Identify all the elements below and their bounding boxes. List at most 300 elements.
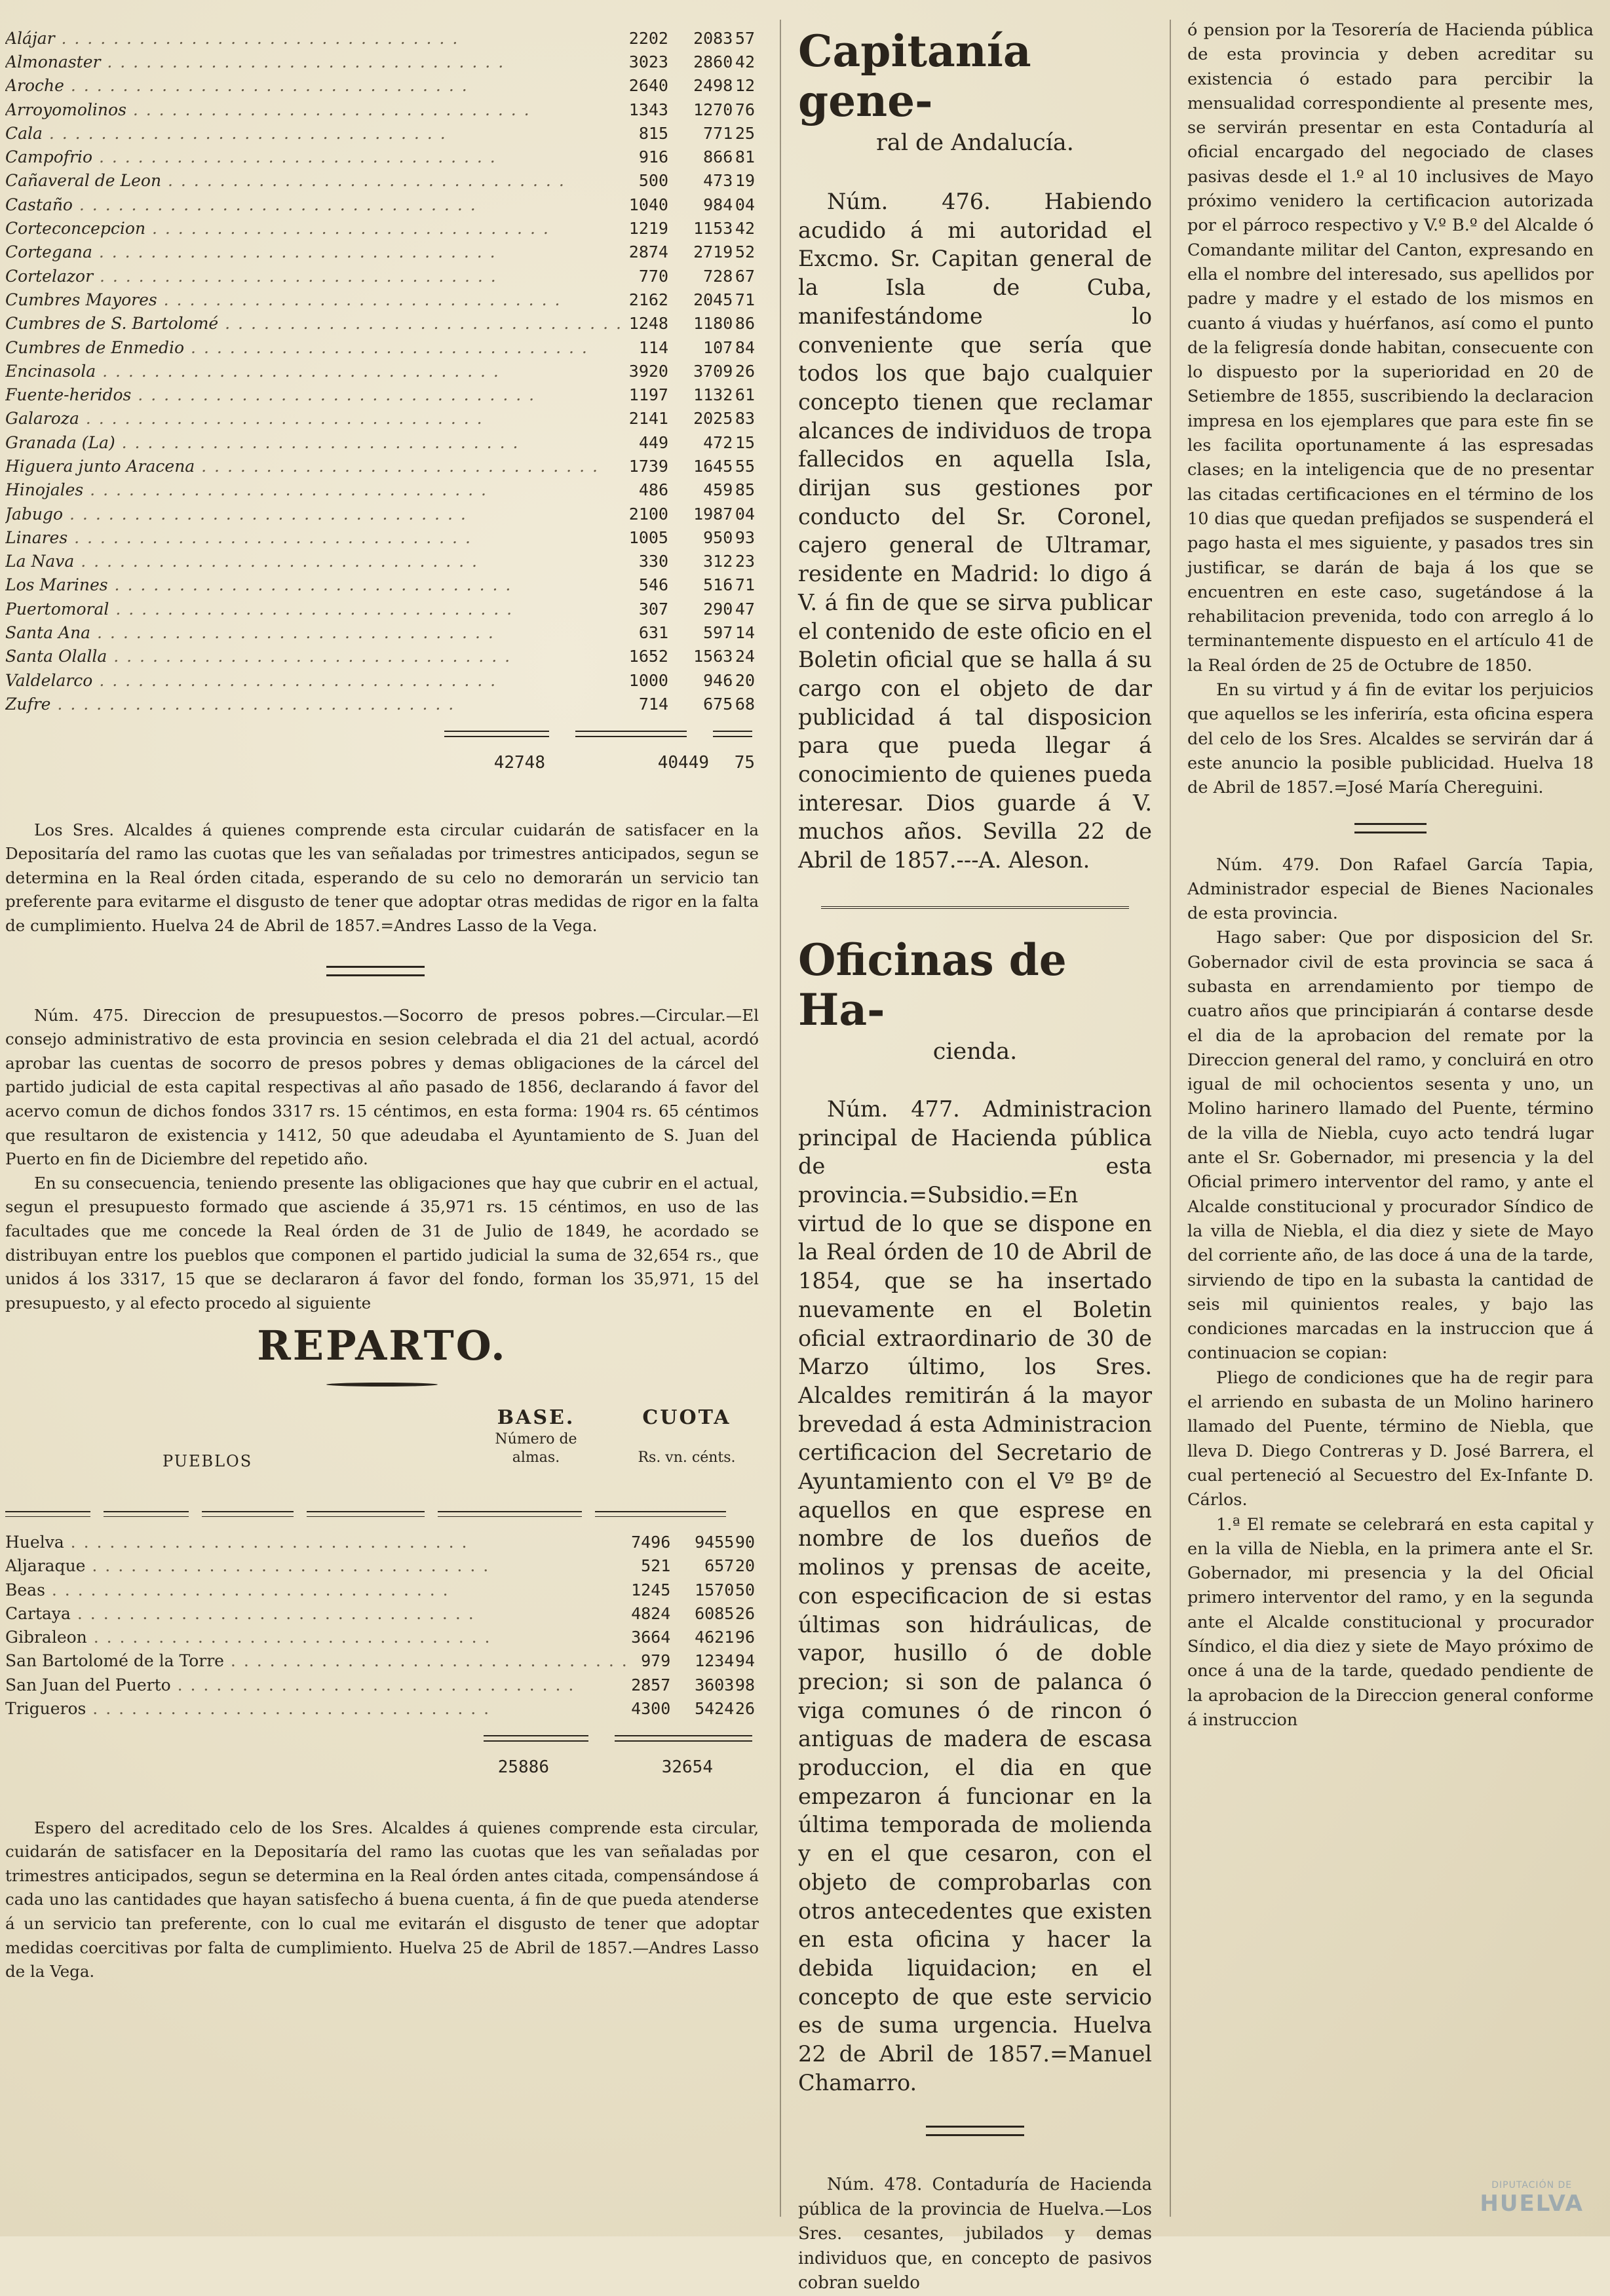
leader-dots	[79, 409, 484, 428]
cts-value: 93	[735, 527, 755, 547]
table-row	[5, 407, 759, 430]
rs-value: 1563	[693, 647, 733, 666]
place-label: La Nava	[5, 552, 75, 571]
leader-dots	[67, 528, 472, 547]
table-row	[5, 264, 759, 288]
cts-value: 84	[735, 337, 755, 357]
table-row	[5, 1530, 759, 1554]
rs-value: 1132	[693, 385, 733, 405]
place-label: Granada (La)	[5, 432, 115, 452]
place-label: Santa Ana	[5, 623, 91, 643]
col-base-label: BASE.	[497, 1406, 575, 1430]
place-label: Hinojales	[5, 480, 84, 500]
cts-value: 71	[735, 290, 755, 309]
cts-value: 50	[735, 1580, 755, 1599]
leader-dots	[93, 267, 497, 286]
oficinas-body: Núm. 477. Administracion principal de Hacienda pública de esta provincia.=Subsidio.=En virtud de lo que se dispone en la Real órden de 10 de Abril de 1854, que se ha insertado nuevamente en el Boletin oficial extraordinario de 30 de Marzo último, los Sres. Alcaldes remitirán á la mayor brevedad á esta Administracion certificacion del Secretario de Ayuntamiento con el Vº Bº de aquellos en que esprese en nombre de los dueños de molinos y prensas de aceite, con especificacion de si estas últimas son hidráulicas, de vapor, husillo ó de doble precion; si son de palanca ó viga comunes ó de rincon ó antiguas de madera de escasa produccion, el dia en que empezaron á funcionar en la última temporada de molienda y en el que cesaron, con el objeto de comprobarlas con otros antecedentes que existen en esta oficina y hacer la debida liquidacion; en el concepto de que este servicio es de suma urgencia. Huelva 22 de Abril de 1857.=Manuel Chamarro.	[798, 1096, 1152, 2095]
ornament	[326, 1383, 438, 1387]
place-label: Fuente-heridos	[5, 385, 132, 405]
place-name	[5, 573, 623, 597]
place-label: Cala	[5, 123, 43, 143]
oficinas-title: Oficinas de Ha-	[798, 934, 1067, 1035]
cts-value: 04	[735, 504, 755, 524]
rs-value: 2083	[693, 28, 733, 48]
leader-dots	[115, 433, 520, 452]
base-value: 2100	[628, 504, 668, 524]
leader-dots	[92, 242, 497, 261]
rs-value: 2025	[693, 409, 733, 429]
place-label: Zufre	[5, 694, 51, 714]
base-value: 1197	[628, 385, 668, 405]
place-name	[5, 645, 623, 668]
cts-value: 55	[735, 456, 755, 476]
table-row	[5, 692, 759, 716]
rs-value: 3709	[693, 361, 733, 381]
table-row	[5, 383, 759, 406]
base-value: 546	[638, 575, 668, 595]
place-name	[5, 478, 623, 502]
reparto-total-rs: 32654	[661, 1757, 713, 1777]
rs-value: 1153	[693, 219, 733, 239]
base-value: 3664	[631, 1628, 671, 1647]
place-name	[5, 1530, 628, 1554]
rs-value: 3603	[695, 1675, 735, 1694]
cts-value: 12	[735, 76, 755, 96]
rs-value: 107	[703, 337, 733, 357]
table-row	[5, 502, 759, 526]
rs-value: 4621	[695, 1628, 735, 1647]
place-label: San Bartolomé de la Torre	[5, 1651, 224, 1671]
base-value: 4300	[631, 1699, 671, 1719]
place-label: San Juan del Puerto	[5, 1675, 171, 1694]
base-value: 2857	[631, 1675, 671, 1694]
base-value: 307	[638, 599, 668, 619]
base-value: 486	[638, 480, 668, 500]
cts-value: 42	[735, 219, 755, 239]
table-row	[5, 1625, 759, 1649]
base-value: 1739	[628, 456, 668, 476]
cts-value: 94	[735, 1651, 755, 1671]
leader-dots	[171, 1675, 575, 1694]
place-name	[5, 597, 623, 621]
cts-value: 14	[735, 623, 755, 643]
table-row	[5, 169, 759, 193]
num479-condition-1: 1.ª El remate se celebrará en esta capital y en la villa de Niebla, en la primera ante el Sr. Gobernador, mi presencia y la del Oficial primero interventor del ramo, y en la segunda ante el Alcalde constitucional y procurador Síndico, el dia diez y siete de Mayo próximo de once á una de la tarde, quedado pendiente de la aprobacion de la Direccion general conforme á instruccion	[1187, 1514, 1594, 1730]
place-name	[5, 288, 623, 311]
leader-dots	[96, 362, 500, 381]
table-row	[5, 193, 759, 216]
leader-dots	[145, 219, 550, 238]
col-cuota-sub: Rs. vn. cénts.	[638, 1449, 736, 1466]
cts-value: 47	[735, 599, 755, 619]
num478-continued: ó pension por la Tesorería de Hacienda pública de esta provincia y deben acreditar su existencia ó estado para percibir la mensualidad correspondiente al presente mes, se servirán presentar en esta Contaduría al oficial encargado del negociado de clases pasivas desde el 1.º al 10 inclusives de Mayo próximo venidero la certificacion autorizada por el párroco respectivo y V.º B.º del Alcalde ó Comandante militar del Canton, expresando en ella el nombre del interesado, sus apellidos por padre y madre y el estado de los mismos en cuanto á viudas y huérfanos, así como el punto de la feligresía donde habitan, consecuente con lo dispuesto por la superioridad en 20 de Setiembre de 1855, suscribiendo la declaracion impresa en los ejemplares que para este fin se les facilita oportunamente á las espresadas clases; en la inteligencia que de no presentar las citadas certificaciones en el término de los 10 dias que quedan prefijados se suspenderá el pago hasta el mes siguiente, y pasados tres sin justificar, se darán de baja á los que se encuentren en este caso, sugetándose á la rehabilitacion prevenida, todo con arreglo á lo terminantemente dispuesto en el artículo 41 de la Real órden de 25 de Octubre de 1850.	[1187, 20, 1594, 676]
table-row	[5, 1673, 759, 1696]
place-name	[5, 668, 623, 692]
place-name	[5, 407, 623, 430]
num475-paragraph-2: En su consecuencia, teniendo presente las obligaciones que hay que cubrir en el actual, segun el presupuesto formado que asciende á 35,971 rs. 15 céntimos, en uso de las facultades que me concede la Real órden de 31 de Julio de 1849, he acordado se distribuyan entre los pueblos que componen el partido judicial la suma de 32,654 rs., que unidos á los 3317, 15 que se declararon á favor del fondo, forman los 35,971, 15 del presupuesto, y al efecto procedo al siguiente	[5, 1173, 759, 1312]
column-left	[5, 26, 759, 1984]
rs-value: 1645	[693, 456, 733, 476]
reparto-totals	[5, 1757, 759, 1777]
base-value: 1248	[628, 314, 668, 334]
col-cuota-label: CUOTA	[642, 1406, 731, 1430]
cts-value: 24	[735, 647, 755, 666]
rs-value: 2860	[693, 52, 733, 71]
place-label: Almonaster	[5, 52, 101, 71]
table-row	[5, 550, 759, 573]
table-row	[5, 573, 759, 597]
cts-value: 19	[735, 171, 755, 191]
place-name	[5, 1696, 628, 1720]
place-name	[5, 169, 623, 193]
rs-value: 1570	[695, 1580, 735, 1599]
table-row	[5, 526, 759, 549]
table-row	[5, 1578, 759, 1601]
place-label: Campofrio	[5, 147, 93, 167]
capitania-body: Núm. 476. Habiendo acudido á mi autoridad el Excmo. Sr. Capitan general de la Isla de Cuba, manifestándome lo conveniente que sería que todos los que bajo cualquier concepto tienen que reclamar alcances de individuos de tropa fallecidos en aquella Isla, dirijan sus gestiones por conducto del Sr. Coronel, cajero general de Ultramar, residente en Madrid: lo digo á V. á fin de que se sirva publicar el contenido de este oficio en el Boletin oficial que se halla á su cargo con el objeto de dar publicidad á tal disposicion para que pueda llegar á conocimiento de quienes pueda interesar. Dios guarde á V. muchos años. Sevilla 22 de Abril de 1857.---A. Aleson.	[798, 189, 1152, 873]
cts-value: 83	[735, 409, 755, 429]
place-label: Aroche	[5, 76, 64, 96]
place-label: Huelva	[5, 1532, 64, 1552]
leader-dots	[64, 1533, 469, 1552]
leader-dots	[108, 575, 512, 594]
place-name	[5, 430, 623, 454]
base-value: 4824	[631, 1603, 671, 1623]
leader-dots	[131, 385, 535, 404]
rs-value: 771	[703, 123, 733, 143]
place-label: Encinasola	[5, 361, 96, 381]
base-value: 2141	[628, 409, 668, 429]
cts-value: 04	[735, 195, 755, 214]
reparto-totals-rule	[5, 1735, 759, 1742]
leader-dots	[87, 1628, 491, 1647]
total-base: 42748	[493, 752, 545, 773]
rs-value: 516	[703, 575, 733, 595]
place-label: Puertomoral	[5, 599, 109, 619]
place-name	[5, 621, 623, 644]
rs-value: 597	[703, 623, 733, 643]
leader-dots	[85, 1556, 489, 1575]
base-value: 631	[638, 623, 668, 643]
ledger-totals	[5, 753, 759, 773]
leader-dots	[64, 76, 469, 95]
separator	[326, 966, 425, 976]
table-row	[5, 312, 759, 335]
oficinas-subtitle: cienda.	[932, 1038, 1018, 1065]
totals-rule	[5, 731, 759, 737]
place-label: Galaroza	[5, 409, 79, 429]
base-value: 714	[638, 694, 668, 714]
rs-value: 946	[703, 670, 733, 690]
place-label: Trigueros	[5, 1699, 86, 1719]
base-value: 979	[641, 1651, 671, 1671]
cts-value: 85	[735, 480, 755, 500]
leader-dots	[83, 480, 488, 499]
table-row	[5, 335, 759, 359]
separator-wide	[821, 906, 1129, 909]
table-row	[5, 216, 759, 240]
cts-value: 42	[735, 52, 755, 71]
num479-pliego: Pliego de condiciones que ha de regir para el arriendo en subasta de un Molino harinero llamado del Puente, término de Niebla, que lleva D. Diego Contreras y D. José Barrera, el cual perteneció al Secuestro del Ex-Infante D. Cárlos.	[1187, 1368, 1594, 1510]
num478-start: Núm. 478. Contaduría de Hacienda pública de la provincia de Huelva.—Los Sres. cesantes, jubilados y demas individuos que, en concepto de pasivos cobran sueldo	[798, 2175, 1152, 2293]
place-name	[5, 216, 623, 240]
cts-value: 96	[735, 1628, 755, 1647]
col-cuota	[608, 1406, 765, 1466]
column-middle	[798, 26, 1152, 2296]
reparto-title: REPARTO.	[257, 1322, 507, 1370]
place-label: Aljaraque	[5, 1556, 86, 1576]
leader-dots	[50, 695, 455, 714]
base-value: 1245	[631, 1580, 671, 1599]
place-label: Higuera junto Aracena	[5, 456, 195, 476]
cts-value: 71	[735, 575, 755, 595]
table-row	[5, 240, 759, 264]
rs-value: 1180	[693, 314, 733, 334]
leader-dots	[161, 171, 565, 190]
place-name	[5, 145, 623, 168]
table-row	[5, 621, 759, 644]
table-row	[5, 1649, 759, 1673]
reparto-table	[5, 1530, 759, 1720]
cts-value: 57	[735, 28, 755, 48]
table-row	[5, 145, 759, 168]
base-value: 815	[638, 123, 668, 143]
place-name	[5, 26, 623, 50]
leader-dots	[100, 52, 505, 71]
place-name	[5, 1649, 628, 1673]
num475-paragraph: Núm. 475. Direccion de presupuestos.—Socorro de presos pobres.—Circular.—El consejo administrativo de esta provincia en sesion celebrada el dia 21 del actual, acordó aprobar las cuentas de socorro de presos pobres y demas obligaciones de la cárcel del partido judicial de esta capital respectivas al año pasado de 1856, declarando á favor del acervo comun de dichos fondos 3317 rs. 15 céntimos, en esta forma: 1904 rs. 65 céntimos que resultaron de existencia y 1412, 50 que adeudaba el Ayuntamiento de S. Juan del Puerto en fin de Diciembre del repetido año.	[5, 1005, 759, 1169]
separator	[1354, 823, 1427, 833]
base-value: 114	[638, 337, 668, 357]
rs-value: 1987	[693, 504, 733, 524]
rs-value: 657	[704, 1556, 735, 1576]
base-value: 1652	[628, 647, 668, 666]
base-value: 3023	[628, 52, 668, 71]
base-value: 521	[641, 1556, 671, 1576]
rs-value: 9455	[695, 1532, 735, 1552]
base-value: 2162	[628, 290, 668, 309]
base-value: 2640	[628, 76, 668, 96]
rs-value: 472	[703, 432, 733, 452]
table-row	[5, 288, 759, 311]
place-name	[5, 312, 623, 335]
base-value: 1040	[628, 195, 668, 214]
col-base-sub: Número de almas.	[495, 1431, 577, 1466]
leader-dots	[86, 1699, 490, 1718]
rs-value: 675	[703, 694, 733, 714]
column-rule	[780, 20, 781, 2217]
leader-dots	[73, 195, 477, 214]
rs-value: 290	[703, 599, 733, 619]
place-label: Corteconcepcion	[5, 219, 146, 239]
leader-dots	[195, 457, 599, 476]
rs-value: 2719	[693, 242, 733, 262]
leader-dots	[107, 647, 511, 666]
cts-value: 23	[735, 552, 755, 571]
cts-value: 52	[735, 242, 755, 262]
ledger-table	[5, 26, 759, 716]
watermark-top: DIPUTACIÓN DE	[1491, 2180, 1573, 2191]
place-name	[5, 383, 623, 406]
num478-paragraph-2: En su virtud y á fin de evitar los perjuicios que aquellos se les inferiría, esta oficina espera del celo de los Sres. Alcaldes se servirán dar á este anuncio la posible publicidad. Huelva 18 de Abril de 1857.=José María Chereguini.	[1187, 680, 1594, 798]
leader-dots	[157, 290, 562, 309]
column-right	[1187, 18, 1594, 1732]
base-value: 770	[638, 266, 668, 286]
rs-value: 459	[703, 480, 733, 500]
num479-body: Hago saber: Que por disposicion del Sr. Gobernador civil de esta provincia se saca á subasta en arrendamiento por tiempo de cuatro años que principiarán á contarse desde el dia de la aprobacion del remate por la Direccion general del ramo, y concluirá en otro igual de mil ochocientos sesenta y uno, un Molino harinero llamado del Puente, término de la villa de Niebla, cuyo acto tendrá lugar ante el Sr. Gobernador, mi presencia y la del Oficial primero interventor del ramo, y ante el Alcalde constitucional y procurador Síndico de la villa de Niebla, el dia diez y siete de Mayo del corriente año, de las doce á una de la tarde, sirviendo de tipo en la subasta la cantidad de seis mil quinientos reales, y bajo las condiciones marcadas en la instruccion que á continuacion se copian:	[1187, 928, 1594, 1364]
place-name	[5, 121, 623, 145]
cts-value: 81	[735, 147, 755, 167]
table-row	[5, 1554, 759, 1578]
leader-dots	[71, 1604, 475, 1623]
place-label: Linares	[5, 527, 68, 547]
place-name	[5, 240, 623, 264]
place-name	[5, 193, 623, 216]
rs-value: 1234	[695, 1651, 735, 1671]
leader-dots	[55, 29, 459, 48]
rs-value: 728	[703, 266, 733, 286]
rs-value: 950	[703, 527, 733, 547]
place-label: Valdelarco	[5, 670, 93, 690]
cts-value: 76	[735, 100, 755, 119]
cts-value: 90	[735, 1532, 755, 1552]
cts-value: 68	[735, 694, 755, 714]
base-value: 1219	[628, 219, 668, 239]
capitania-subtitle: ral de Andalucía.	[876, 130, 1074, 156]
table-row	[5, 645, 759, 668]
place-name	[5, 502, 623, 526]
place-name	[5, 454, 623, 478]
base-value: 330	[638, 552, 668, 571]
reparto-lines	[5, 1511, 759, 1517]
leader-dots	[63, 505, 467, 524]
place-name	[5, 1601, 628, 1625]
capitania-title: Capitanía gene-	[798, 26, 1031, 126]
place-label: Cumbres de Enmedio	[5, 337, 185, 357]
rs-value: 6085	[695, 1603, 735, 1623]
place-label: Jabugo	[5, 504, 64, 524]
num479-head: Núm. 479. Don Rafael García Tapia, Administrador especial de Bienes Nacionales de esta provincia.	[1187, 854, 1594, 924]
place-name	[5, 359, 623, 383]
cts-value: 20	[735, 1556, 755, 1576]
rs-value: 866	[703, 147, 733, 167]
base-value: 7496	[631, 1532, 671, 1552]
base-value: 1343	[628, 100, 668, 119]
place-name	[5, 50, 623, 73]
rs-value: 312	[703, 552, 733, 571]
place-label: Cortegana	[5, 242, 92, 262]
table-row	[5, 121, 759, 145]
leader-dots	[45, 1580, 450, 1599]
place-label: Beas	[5, 1580, 45, 1599]
place-name	[5, 692, 623, 716]
leader-dots	[92, 671, 497, 690]
place-label: Cumbres de S. Bartolomé	[5, 314, 219, 334]
column-rule	[1170, 20, 1171, 2217]
place-name	[5, 98, 623, 121]
circular-paragraph: Los Sres. Alcaldes á quienes comprende esta circular cuidarán de satisfacer en la Depositaría del ramo las cuotas que les van señaladas por trimestres anticipados, segun se determina en la Real órden citada, esperando de su celo no demorarán un servicio tan preferente para evitarme el disgusto de tener que adoptar otras medidas de rigor en la falta de cumplimiento. Huelva 24 de Abril de 1857.=Andres Lasso de la Vega.	[5, 820, 759, 935]
table-row	[5, 359, 759, 383]
leader-dots	[43, 124, 447, 143]
table-row	[5, 26, 759, 50]
place-name	[5, 74, 623, 98]
table-row	[5, 454, 759, 478]
base-value: 1005	[628, 527, 668, 547]
leader-dots	[184, 338, 588, 357]
library-watermark	[1480, 2180, 1584, 2217]
cts-value: 26	[735, 1699, 755, 1719]
leader-dots	[218, 314, 623, 333]
place-name	[5, 1673, 628, 1696]
cts-value: 20	[735, 670, 755, 690]
table-row	[5, 430, 759, 454]
leader-dots	[109, 600, 513, 619]
table-row	[5, 50, 759, 73]
place-label: Cañaveral de Leon	[5, 171, 162, 191]
rs-value: 5424	[695, 1699, 735, 1719]
table-row	[5, 668, 759, 692]
separator	[926, 2126, 1024, 2136]
place-name	[5, 1554, 628, 1578]
table-row	[5, 478, 759, 502]
leader-dots	[74, 552, 478, 571]
place-label: Castaño	[5, 195, 73, 214]
base-value: 500	[638, 171, 668, 191]
leader-dots	[90, 623, 495, 642]
cts-value: 98	[735, 1675, 755, 1694]
place-label: Los Marines	[5, 575, 108, 595]
col-pueblos: PUEBLOS	[163, 1452, 253, 1471]
place-label: Cumbres Mayores	[5, 290, 157, 309]
cts-value: 15	[735, 432, 755, 452]
place-name	[5, 335, 623, 359]
table-row	[5, 1696, 759, 1720]
total-cts: 75	[734, 752, 755, 773]
base-value: 1000	[628, 670, 668, 690]
table-row	[5, 98, 759, 121]
place-label: Gibraleon	[5, 1628, 87, 1647]
table-row	[5, 597, 759, 621]
total-rs: 40449	[657, 752, 709, 773]
cts-value: 26	[735, 361, 755, 381]
cts-value: 25	[735, 123, 755, 143]
place-label: Alájar	[5, 28, 55, 48]
cts-value: 86	[735, 314, 755, 334]
place-name	[5, 1625, 628, 1649]
rs-value: 1270	[693, 100, 733, 119]
place-name	[5, 1578, 628, 1601]
cts-value: 26	[735, 1603, 755, 1623]
cts-value: 61	[735, 385, 755, 405]
table-row	[5, 74, 759, 98]
watermark-bottom: HUELVA	[1480, 2191, 1584, 2217]
reparto-total-base: 25886	[497, 1757, 549, 1777]
rs-value: 2045	[693, 290, 733, 309]
place-name	[5, 526, 623, 549]
place-name	[5, 264, 623, 288]
base-value: 449	[638, 432, 668, 452]
base-value: 2202	[628, 28, 668, 48]
col-base	[470, 1406, 602, 1466]
rs-value: 2498	[693, 76, 733, 96]
rs-value: 984	[703, 195, 733, 214]
place-label: Cartaya	[5, 1603, 71, 1623]
reparto-header	[5, 1406, 759, 1511]
leader-dots	[126, 100, 531, 119]
place-label: Arroyomolinos	[5, 100, 126, 119]
leader-dots	[224, 1651, 628, 1670]
place-name	[5, 550, 623, 573]
